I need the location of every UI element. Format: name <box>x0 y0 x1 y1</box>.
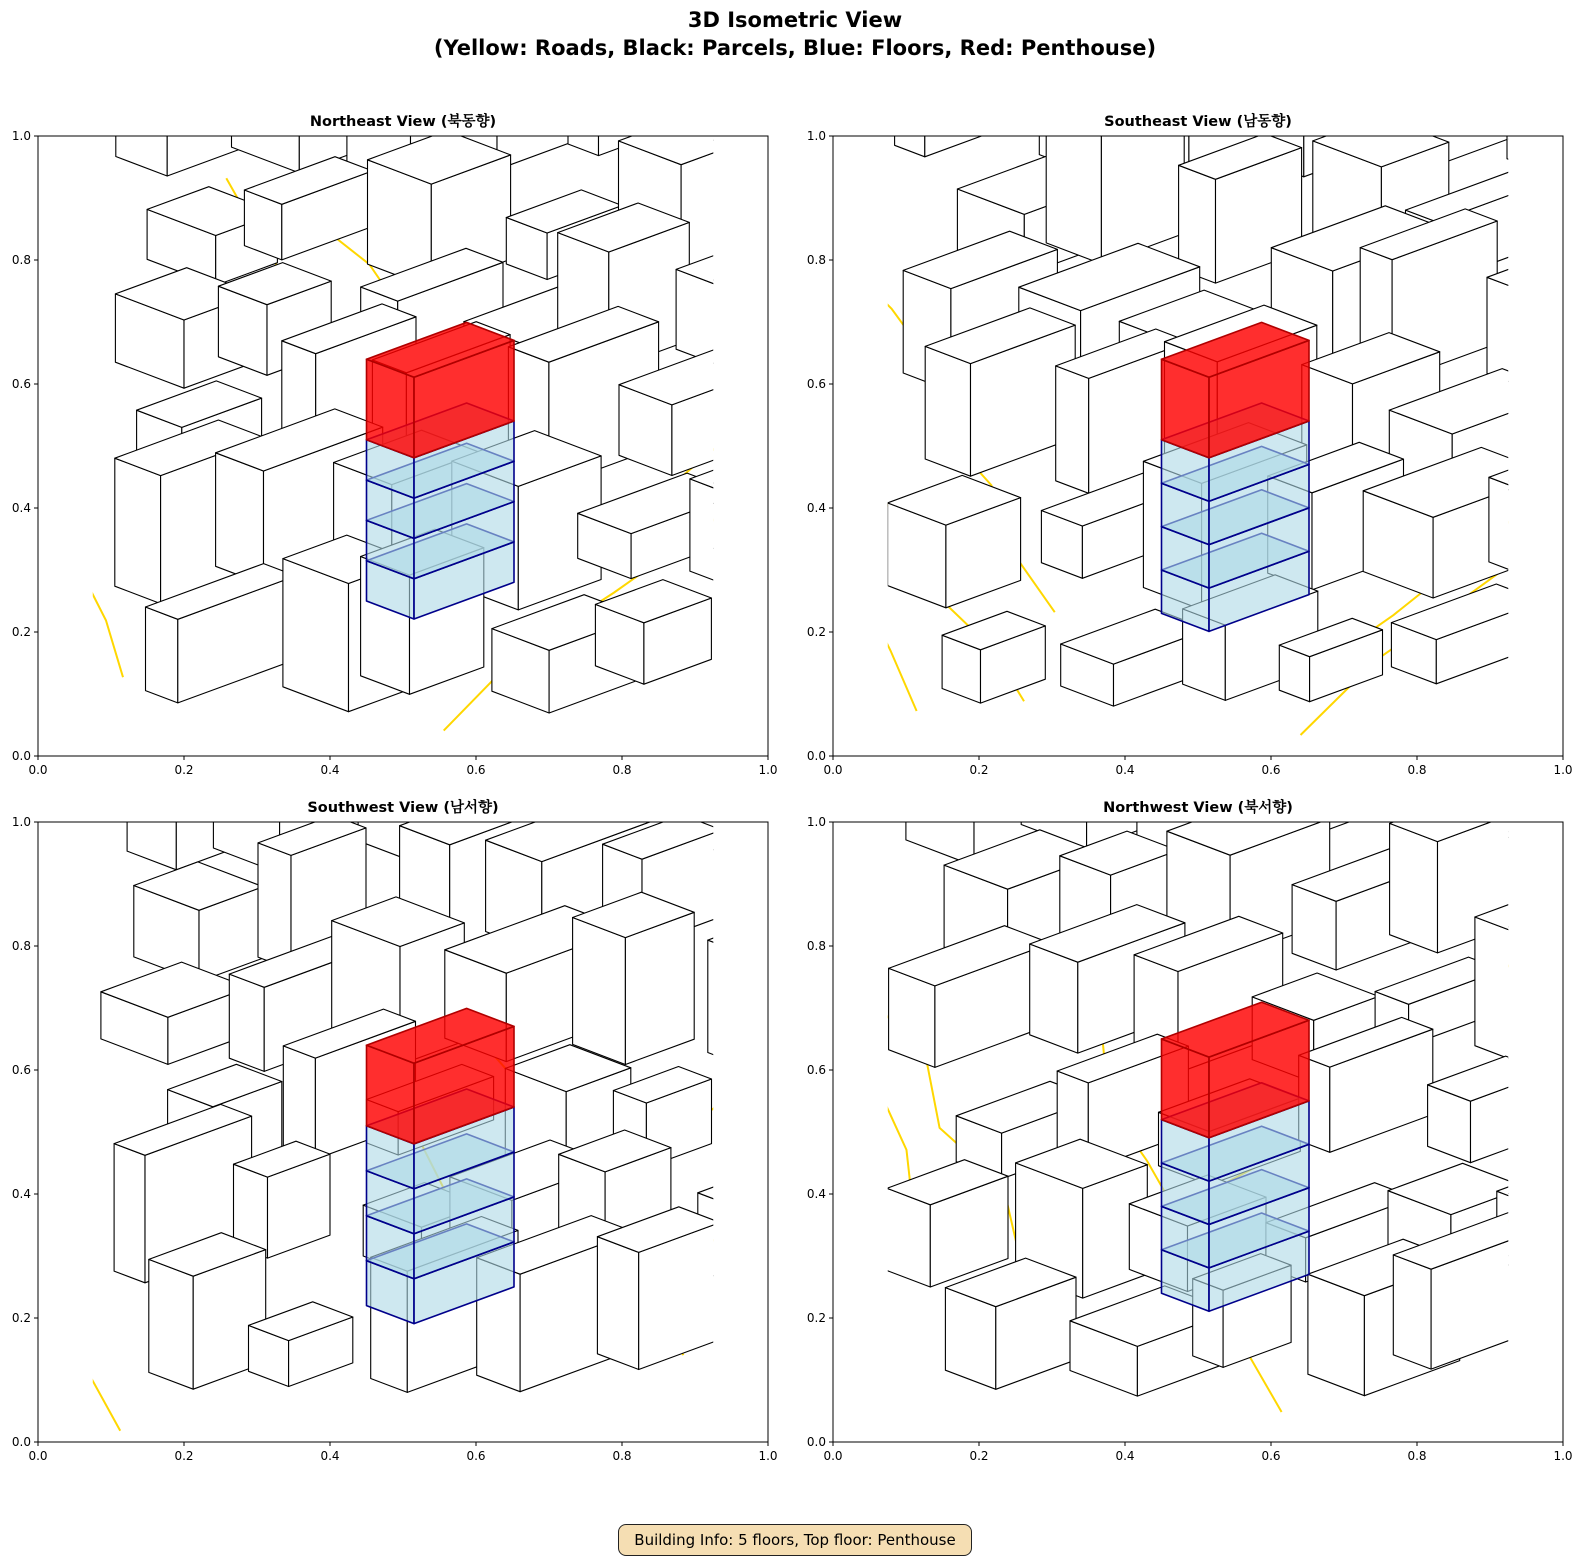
parcel-building-face-right <box>625 912 694 1064</box>
southeast-view-panel <box>795 100 1585 780</box>
parcel-building-face-top <box>1527 139 1590 181</box>
parcel-building <box>134 862 263 982</box>
x-tick-label: 0.6 <box>466 1449 486 1463</box>
parcel-building <box>1529 1273 1590 1390</box>
parcel-building-face-left <box>146 607 178 703</box>
target-building <box>367 322 515 619</box>
y-tick-label: 0.6 <box>11 1063 31 1077</box>
parcel-building-face-left <box>690 479 726 585</box>
parcel-building-face-left <box>115 458 161 603</box>
parcel-building-face-right <box>1547 264 1590 396</box>
y-tick-label: 0.4 <box>806 1187 826 1201</box>
parcel-building-face-left <box>1539 348 1590 482</box>
parcel-building <box>1428 1056 1549 1163</box>
parcel-building-face-right <box>1540 472 1590 582</box>
parcel-building-face-top <box>1533 547 1590 606</box>
y-tick-label: 1.0 <box>806 815 826 829</box>
parcel-building <box>888 475 1021 607</box>
parcel-building-face-top <box>1548 1019 1590 1058</box>
x-tick-label: 0.2 <box>969 763 989 777</box>
parcel-building-face-left <box>283 559 349 712</box>
parcel-building-face-left <box>705 66 774 164</box>
parcel-building-face-top <box>1529 1273 1590 1321</box>
parcel-building <box>234 1141 331 1258</box>
y-tick-label: 0.6 <box>806 377 826 391</box>
parcel-building-face-right <box>1563 883 1590 975</box>
parcel-building <box>244 157 372 260</box>
x-tick-label: 0.2 <box>969 1449 989 1463</box>
parcel-building-face-left <box>597 1237 638 1370</box>
x-tick-label: 0.8 <box>612 763 632 777</box>
x-tick-label: 0.2 <box>174 763 194 777</box>
parcel-building <box>1046 83 1184 264</box>
y-tick-label: 0.8 <box>806 939 826 953</box>
parcel-building-face-left <box>1030 944 1078 1053</box>
x-tick-label: 0.8 <box>1407 763 1427 777</box>
parcel-building-face-top <box>1539 319 1590 369</box>
parcel-building-face-left <box>149 1259 193 1389</box>
x-tick-label: 0.4 <box>1115 763 1135 777</box>
parcel-building-face-left <box>1529 1302 1580 1390</box>
parcel-building-face-left <box>116 54 167 176</box>
y-tick-label: 1.0 <box>11 129 31 143</box>
parcel-building-face-left <box>717 180 759 272</box>
y-tick-label: 0.4 <box>806 501 826 515</box>
target-building <box>367 1008 515 1323</box>
parcel-building <box>1533 547 1590 685</box>
y-tick-label: 0.4 <box>11 501 31 515</box>
parcel-building-face-top <box>1497 1156 1590 1208</box>
parcel-building <box>1539 319 1590 482</box>
parcel-building-face-right <box>1576 564 1590 685</box>
parcel-building-face-left <box>714 1289 781 1388</box>
parcel-building-face-right <box>1539 1172 1590 1277</box>
figure-title-line2: (Yellow: Roads, Black: Parcels, Blue: Floors, Red: Penthouse) <box>433 36 1157 60</box>
parcel-building <box>1475 892 1590 1070</box>
parcel-building-face-left <box>229 974 264 1071</box>
parcel-building-face-left <box>1393 1255 1431 1369</box>
parcel-building-face-right <box>1540 917 1590 1071</box>
building-info-box: Building Info: 5 floors, Top floor: Penthouse <box>618 1524 972 1556</box>
x-tick-label: 1.0 <box>1553 1449 1573 1463</box>
y-tick-label: 0.8 <box>11 939 31 953</box>
parcel-building-face-top <box>1358 58 1512 115</box>
x-tick-label: 1.0 <box>758 763 778 777</box>
parcel-building-face-left <box>1513 893 1562 975</box>
parcel-building-face-left <box>887 1188 930 1287</box>
parcel-building-face-left <box>925 346 970 476</box>
x-tick-label: 0.4 <box>320 763 340 777</box>
parcel-building-face-top <box>1513 865 1590 912</box>
y-tick-label: 0.2 <box>11 1311 31 1325</box>
parcel-building <box>1390 782 1552 953</box>
parcel-building <box>942 611 1045 703</box>
road-line <box>0 1048 120 1431</box>
x-tick-label: 0.4 <box>320 1449 340 1463</box>
parcel-building-face-right <box>1584 1032 1590 1173</box>
y-tick-label: 0.0 <box>11 1435 31 1449</box>
y-tick-label: 0.2 <box>11 625 31 639</box>
parcel-building <box>1548 1019 1590 1173</box>
parcel-building-face-left <box>1548 1044 1584 1173</box>
parcel-building-face-left <box>1056 366 1089 493</box>
panel-title: Southwest View (남서향) <box>307 800 499 816</box>
x-tick-label: 0.2 <box>174 1449 194 1463</box>
parcel-building <box>889 926 1051 1068</box>
y-tick-label: 0.2 <box>806 1311 826 1325</box>
parcel-building <box>573 892 695 1064</box>
x-tick-label: 0.0 <box>28 763 48 777</box>
x-tick-label: 0.6 <box>466 763 486 777</box>
y-tick-label: 0.0 <box>806 749 826 763</box>
x-tick-label: 1.0 <box>1553 763 1573 777</box>
figure-title <box>0 6 1590 62</box>
x-tick-label: 0.8 <box>1407 1449 1427 1463</box>
y-tick-label: 0.2 <box>806 625 826 639</box>
y-tick-label: 0.0 <box>806 1435 826 1449</box>
parcel-building-face-right <box>1580 1292 1590 1390</box>
scene <box>0 686 919 1430</box>
x-tick-label: 0.0 <box>28 1449 48 1463</box>
x-tick-label: 1.0 <box>758 1449 778 1463</box>
panel-title: Northeast View (북동향) <box>309 114 497 130</box>
scene <box>0 0 901 731</box>
parcel-building <box>595 580 711 685</box>
y-tick-label: 0.0 <box>11 749 31 763</box>
parcel-building-face-left <box>1527 169 1558 283</box>
target-building <box>1162 322 1310 631</box>
northeast-view-panel <box>0 100 790 780</box>
x-tick-label: 0.6 <box>1261 1449 1281 1463</box>
parcel-building <box>887 1160 1008 1287</box>
parcel-building-face-left <box>906 794 974 866</box>
parcel-building-face-left <box>1507 48 1567 182</box>
parcel-building <box>597 1207 720 1370</box>
parcel-building-face-left <box>1533 590 1576 685</box>
parcel-building <box>1497 1156 1590 1277</box>
parcel-building-face-left <box>740 388 785 472</box>
parcel-building <box>1489 452 1590 581</box>
y-tick-label: 0.8 <box>11 253 31 267</box>
parcel-building-face-left <box>708 940 770 1076</box>
southwest-view-panel <box>0 786 790 1466</box>
y-tick-label: 0.6 <box>11 377 31 391</box>
x-tick-label: 0.6 <box>1261 763 1281 777</box>
y-tick-label: 0.4 <box>11 1187 31 1201</box>
parcel-building <box>1513 865 1590 976</box>
panel-title: Southeast View (남동향) <box>1104 114 1292 130</box>
x-tick-label: 0.4 <box>1115 1449 1135 1463</box>
x-tick-label: 0.0 <box>823 1449 843 1463</box>
panel-title: Northwest View (북서향) <box>1103 800 1293 816</box>
parcel-building-face-left <box>258 843 291 970</box>
y-tick-label: 1.0 <box>806 129 826 143</box>
y-tick-label: 0.8 <box>806 253 826 267</box>
parcel-building-face-top <box>1267 68 1372 107</box>
parcel-building <box>101 962 249 1064</box>
parcel-building-face-left <box>573 918 626 1065</box>
parcel-building-face-left <box>114 1144 145 1283</box>
parcel-building-face-left <box>1390 823 1438 953</box>
road-line <box>0 301 123 677</box>
y-tick-label: 1.0 <box>11 815 31 829</box>
parcel-building <box>578 473 741 578</box>
northwest-view-panel <box>795 786 1585 1466</box>
parcel-building-face-left <box>1475 917 1540 1070</box>
x-tick-label: 0.8 <box>612 1449 632 1463</box>
parcel-building-face-left <box>216 453 264 585</box>
parcel-building <box>945 1258 1076 1389</box>
parcel-building <box>1527 139 1590 283</box>
y-tick-label: 0.6 <box>806 1063 826 1077</box>
target-building <box>1162 1002 1310 1311</box>
parcel-building-face-left <box>568 57 599 156</box>
x-tick-label: 0.0 <box>823 763 843 777</box>
figure-title-line1: 3D Isometric View <box>687 8 903 32</box>
